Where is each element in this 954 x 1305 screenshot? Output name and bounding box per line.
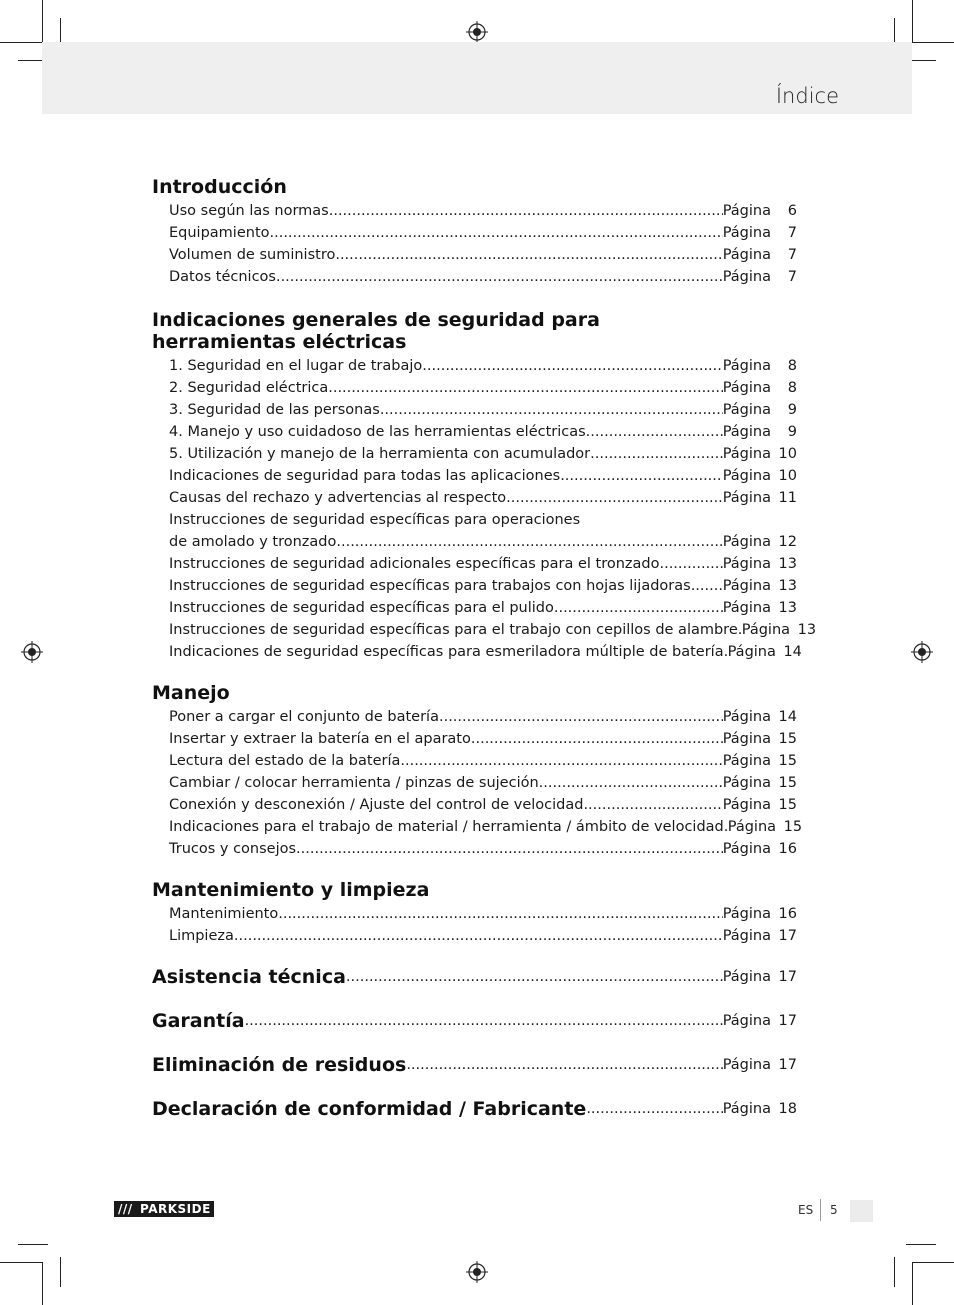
- toc-section-mantenimiento: [152, 879, 797, 947]
- page-number: 5: [830, 1203, 838, 1217]
- toc-entry[interactable]: [152, 222, 797, 244]
- crop-mark: [912, 0, 913, 42]
- entry-label: de amolado y tronzado: [169, 534, 337, 550]
- dot-leader: [554, 597, 723, 619]
- language-code: ES: [798, 1203, 814, 1217]
- entry-label: Eliminación de residuos: [152, 1054, 407, 1076]
- section-title: Mantenimiento y limpieza: [152, 879, 430, 901]
- entry-page: Página 11: [722, 490, 797, 506]
- entry-label: Lectura del estado de la batería: [169, 753, 401, 769]
- entry-page: Página 16: [722, 841, 797, 857]
- entry-label: Indicaciones para el trabajo de material / herramienta / ámbito de velocidad: [169, 819, 724, 835]
- dot-leader: [560, 465, 723, 487]
- dot-leader: [245, 1009, 723, 1033]
- logo-stripes-icon: ///: [118, 1202, 133, 1216]
- toc-section-seguridad: [152, 309, 817, 663]
- dot-leader: [539, 772, 723, 794]
- toc-entry[interactable]: [152, 443, 797, 465]
- crop-mark: [0, 1262, 42, 1263]
- footer-divider: [820, 1199, 821, 1221]
- entry-page: Página 15: [722, 731, 797, 747]
- entry-label: Instrucciones de seguridad adicionales específicas para el tronzado: [169, 556, 660, 572]
- toc-entry[interactable]: [152, 772, 797, 794]
- toc-entry[interactable]: [152, 355, 797, 377]
- dot-leader: [328, 377, 722, 399]
- toc-entry[interactable]: [152, 200, 797, 222]
- entry-label: Indicaciones de seguridad para todas las aplicaciones: [169, 468, 561, 484]
- crop-mark: [912, 42, 954, 43]
- entry-label: Volumen de suministro: [169, 247, 336, 263]
- entry-page: Página 8: [722, 358, 797, 374]
- toc-entry[interactable]: [152, 925, 797, 947]
- dot-leader: [406, 1053, 722, 1077]
- entry-label: Limpieza: [169, 928, 234, 944]
- dot-leader: [329, 200, 723, 222]
- dot-leader: [471, 728, 723, 750]
- toc-entry[interactable]: [152, 903, 797, 925]
- dot-leader: [659, 553, 722, 575]
- toc-entry[interactable]: [152, 421, 797, 443]
- toc-entry[interactable]: [152, 794, 797, 816]
- crop-mark: [906, 1244, 936, 1245]
- crop-mark: [0, 42, 42, 43]
- dot-leader: [296, 838, 723, 860]
- dot-leader: [335, 244, 722, 266]
- entry-label: Trucos y consejos: [169, 841, 297, 857]
- dot-leader: [590, 443, 723, 465]
- toc-entry[interactable]: [152, 244, 797, 266]
- section-title: Manejo: [152, 682, 230, 704]
- crop-mark: [60, 1257, 61, 1287]
- entry-page: Página 15: [727, 819, 803, 835]
- entry-page: Página 15: [722, 775, 797, 791]
- entry-page: Página 10: [722, 446, 797, 462]
- toc-entry[interactable]: [152, 399, 797, 421]
- entry-page: Página 7: [722, 225, 797, 241]
- entry-page: Página 17: [722, 1013, 797, 1029]
- entry-label: Conexión y desconexión / Ajuste del control de velocidad: [169, 797, 584, 813]
- table-of-contents: [152, 176, 817, 1121]
- entry-page: Página 7: [722, 269, 797, 285]
- entry-page: Página 15: [722, 753, 797, 769]
- entry-label: Insertar y extraer la batería en el aparato: [169, 731, 471, 747]
- registration-mark-icon: [21, 641, 43, 663]
- entry-label: Asistencia técnica: [152, 966, 346, 988]
- toc-entry-declaracion[interactable]: [152, 1097, 797, 1121]
- entry-page: Página 15: [722, 797, 797, 813]
- entry-label: 1. Seguridad en el lugar de trabajo: [169, 358, 423, 374]
- parkside-logo: [114, 1201, 214, 1217]
- dot-leader: [336, 531, 722, 553]
- dot-leader: [586, 1097, 722, 1121]
- registration-mark-icon: [466, 1261, 488, 1283]
- entry-page: Página 12: [722, 534, 797, 550]
- entry-label: Cambiar / colocar herramienta / pinzas de sujeción: [169, 775, 539, 791]
- entry-label: 3. Seguridad de las personas: [169, 402, 380, 418]
- toc-entry[interactable]: [152, 641, 802, 663]
- entry-label: 4. Manejo y uso cuidadoso de las herramientas eléctricas: [169, 424, 586, 440]
- toc-entry[interactable]: [152, 838, 797, 860]
- entry-label: 2. Seguridad eléctrica: [169, 380, 329, 396]
- entry-label: 5. Utilización y manejo de la herramienta con acumulador: [169, 446, 591, 462]
- entry-page: Página 8: [722, 380, 797, 396]
- toc-entry[interactable]: [152, 816, 803, 838]
- entry-page: Página 17: [722, 1057, 797, 1073]
- entry-label: Garantía: [152, 1010, 245, 1032]
- toc-entry-line1[interactable]: [152, 509, 797, 531]
- entry-page: Página 17: [722, 969, 797, 985]
- crop-mark: [42, 0, 43, 42]
- entry-page: Página 6: [722, 203, 797, 219]
- entry-label: Instrucciones de seguridad específicas para el pulido: [169, 600, 554, 616]
- crop-mark: [894, 1257, 895, 1287]
- entry-label: Declaración de conformidad / Fabricante: [152, 1098, 587, 1120]
- entry-page: Página 9: [722, 402, 797, 418]
- entry-label: Causas del rechazo y advertencias al respecto: [169, 490, 507, 506]
- toc-entry-garantia[interactable]: [152, 1009, 797, 1033]
- entry-label: Indicaciones de seguridad específicas para esmeriladora múltiple de batería: [169, 644, 724, 660]
- toc-entry[interactable]: [152, 553, 797, 575]
- toc-entry[interactable]: [152, 619, 817, 641]
- dot-leader: [278, 903, 722, 925]
- toc-entry[interactable]: [152, 575, 797, 597]
- entry-page: Página 14: [722, 709, 797, 725]
- toc-section-manejo: [152, 682, 803, 860]
- entry-page: Página 18: [722, 1101, 797, 1117]
- page-title: Índice: [775, 84, 839, 108]
- section-title: herramientas eléctricas: [152, 331, 407, 353]
- section-title: Indicaciones generales de seguridad para: [152, 309, 600, 331]
- toc-entry[interactable]: [152, 531, 797, 553]
- entry-label: Uso según las normas: [169, 203, 329, 219]
- dot-leader: [234, 925, 723, 947]
- toc-entry[interactable]: [152, 597, 797, 619]
- entry-page: Página 10: [722, 468, 797, 484]
- entry-page: Página 14: [727, 644, 802, 660]
- crop-mark: [18, 1244, 48, 1245]
- entry-page: Página 13: [741, 622, 817, 638]
- brand-name: PARKSIDE: [140, 1202, 211, 1216]
- toc-entry[interactable]: [152, 377, 797, 399]
- entry-page: Página 17: [722, 928, 797, 944]
- toc-entry[interactable]: [152, 750, 797, 772]
- dot-leader: [586, 421, 723, 443]
- dot-leader: [691, 575, 723, 597]
- dot-leader: [276, 266, 723, 288]
- toc-entry[interactable]: [152, 487, 797, 509]
- entry-page: Página 7: [722, 247, 797, 263]
- entry-label: Instrucciones de seguridad específicas para trabajos con hojas lijadoras: [169, 578, 691, 594]
- registration-mark-icon: [911, 641, 933, 663]
- entry-page: Página 16: [722, 906, 797, 922]
- toc-entry-asistencia[interactable]: [152, 965, 797, 989]
- entry-label: Instrucciones de seguridad específicas para operaciones: [169, 512, 581, 528]
- entry-label: Instrucciones de seguridad específicas para el trabajo con cepillos de alambre: [169, 622, 738, 638]
- entry-page: Página 13: [722, 578, 797, 594]
- footer-tab: [850, 1200, 873, 1222]
- dot-leader: [506, 487, 723, 509]
- entry-page: Página 13: [722, 556, 797, 572]
- dot-leader: [380, 399, 723, 421]
- toc-entry-eliminacion[interactable]: [152, 1053, 797, 1077]
- dot-leader: [439, 706, 723, 728]
- crop-mark: [912, 1262, 954, 1263]
- registration-mark-icon: [466, 21, 488, 43]
- crop-mark: [912, 1262, 913, 1305]
- entry-label: Equipamiento: [169, 225, 270, 241]
- dot-leader: [346, 965, 723, 989]
- dot-leader: [400, 750, 722, 772]
- entry-page: Página 9: [722, 424, 797, 440]
- dot-leader: [270, 222, 723, 244]
- dot-leader: [422, 355, 722, 377]
- entry-label: Poner a cargar el conjunto de batería: [169, 709, 439, 725]
- toc-section-introduccion: [152, 176, 797, 288]
- toc-entry[interactable]: [152, 706, 797, 728]
- toc-entry[interactable]: [152, 465, 797, 487]
- toc-entry[interactable]: [152, 728, 797, 750]
- dot-leader: [583, 794, 722, 816]
- toc-entry[interactable]: [152, 266, 797, 288]
- section-title: Introducción: [152, 176, 287, 198]
- entry-label: Mantenimiento: [169, 906, 279, 922]
- crop-mark: [42, 1262, 43, 1305]
- entry-label: Datos técnicos: [169, 269, 276, 285]
- entry-page: Página 13: [722, 600, 797, 616]
